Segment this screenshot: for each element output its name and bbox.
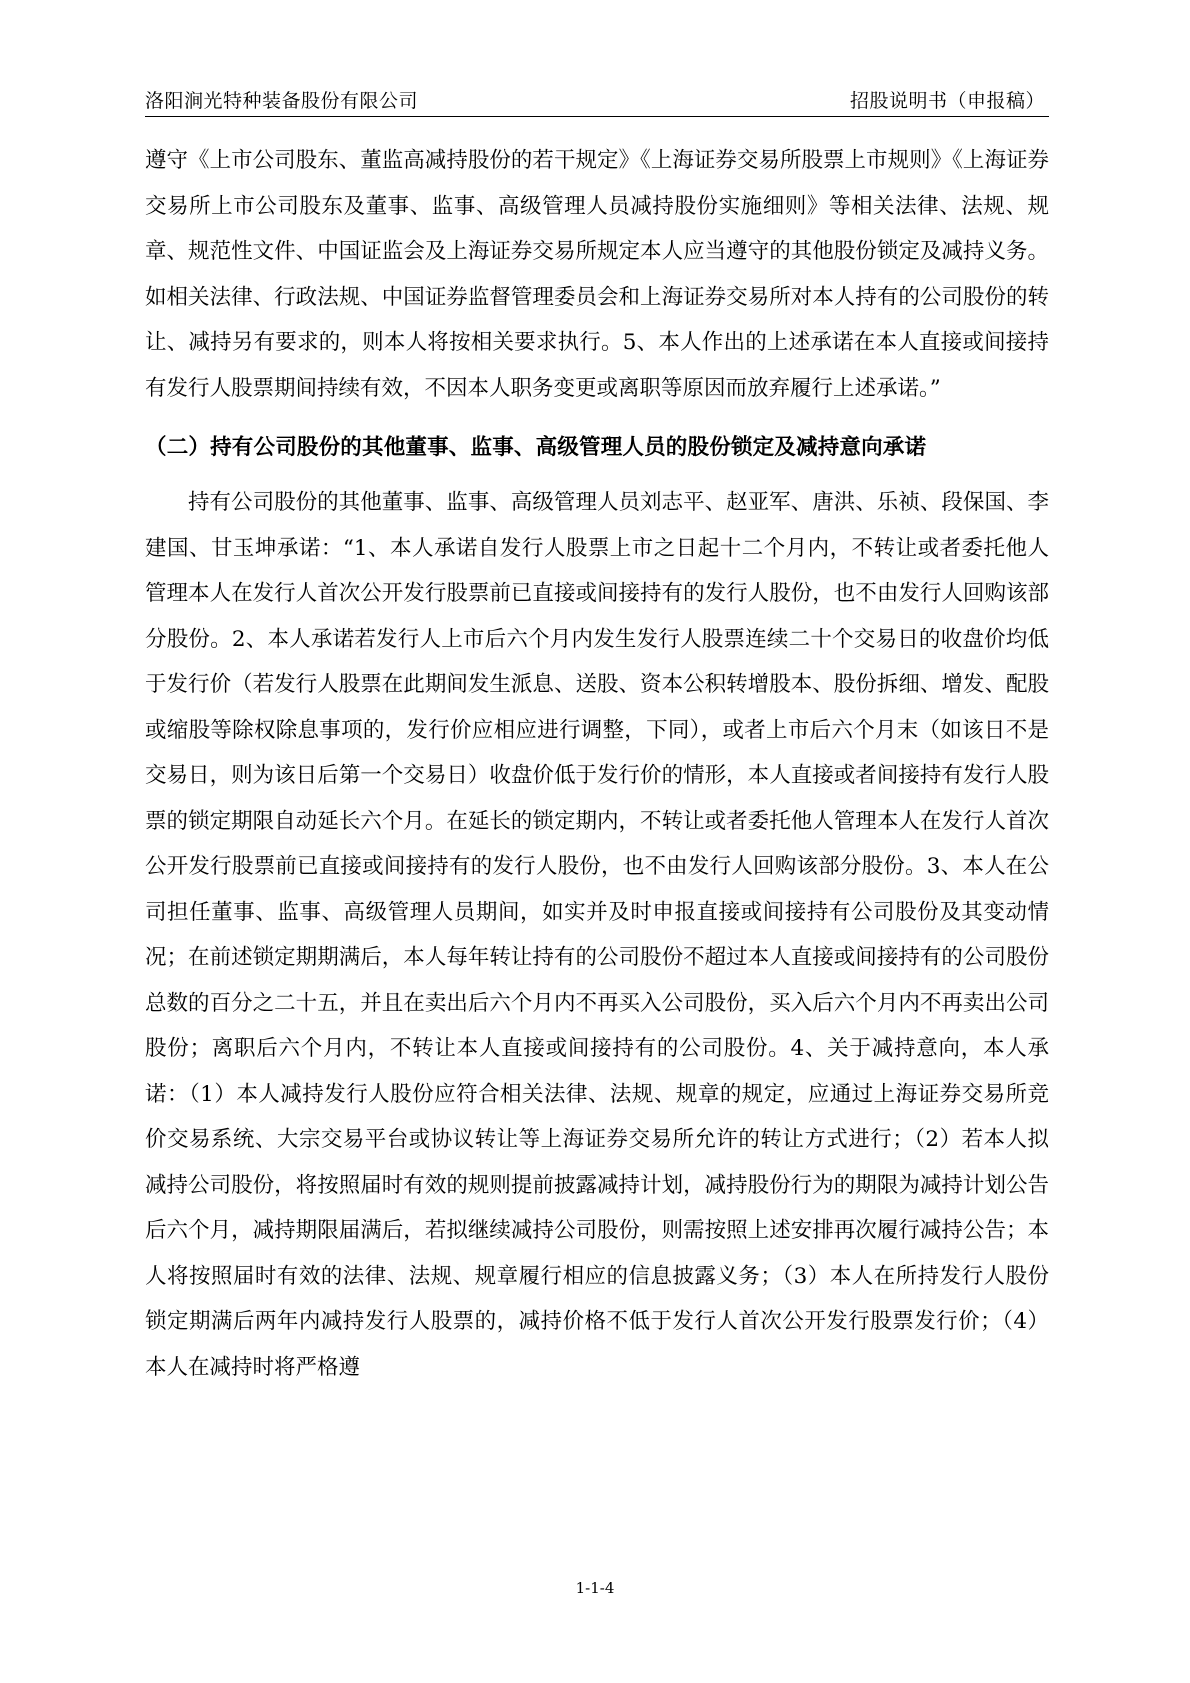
continued-paragraph: 遵守《上市公司股东、董监高减持股份的若干规定》《上海证券交易所股票上市规则》《上海证券交易所上市公司股东及董事、监事、高级管理人员减持股份实施细则》等相关法律、法规、规章、规范性文件、中国证监会及上海证券交易所规定本人应当遵守的其他股份锁定及减持义务。如相关法律、行政法规、中国证券监督管理委员会和上海证券交易所对本人持有的公司股份的转让、减持另有要求的，则本人将按相关要求执行。5、本人作出的上述承诺在本人直接或间接持有发行人股票期间持续有效，不因本人职务变更或离职等原因而放弃履行上述承诺。” (145, 148, 1049, 401)
commitment-paragraph: 持有公司股份的其他董事、监事、高级管理人员刘志平、赵亚军、唐洪、乐祯、段保国、李建国、甘玉坤承诺：“1、本人承诺自发行人股票上市之日起十二个月内，不转让或者委托他人管理本人在发行人首次公开发行股票前已直接或间接持有的发行人股份，也不由发行人回购该部分股份。2、本人承诺若发行人上市后六个月内发生发行人股票连续二十个交易日的收盘价均低于发行价（若发行人股票在此期间发生派息、送股、资本公积转增股本、股份拆细、增发、配股或缩股等除权除息事项的，发行价应相应进行调整，下同），或者上市后六个月末（如该日不是交易日，则为该日后第一个交易日）收盘价低于发行价的情形，本人直接或者间接持有发行人股票的锁定期限自动延长六个月。在延长的锁定期内，不转让或者委托他人管理本人在发行人首次公开发行股票前已直接或间接持有的发行人股份，也不由发行人回购该部分股份。3、本人在公司担任董事、监事、高级管理人员期间，如实并及时申报直接或间接持有公司股份及其变动情况；在前述锁定期期满后，本人每年转让持有的公司股份不超过本人直接或间接持有的公司股份总数的百分之二十五，并且在卖出后六个月内不再买入公司股份，买入后六个月内不再卖出公司股份；离职后六个月内，不转让本人直接或间接持有的公司股份。4、关于减持意向，本人承诺：（1）本人减持发行人股份应符合相关法律、法规、规章的规定，应通过上海证券交易所竞价交易系统、大宗交易平台或协议转让等上海证券交易所允许的转让方式进行；（2）若本人拟减持公司股份，将按照届时有效的规则提前披露减持计划，减持股份行为的期限为减持计划公告后六个月，减持期限届满后，若拟继续减持公司股份，则需按照上述安排再次履行减持公告；本人将按照届时有效的法律、法规、规章履行相应的信息披露义务；（3）本人在所持发行人股份锁定期满后两年内减持发行人股票的，减持价格不低于发行人首次公开发行股票发行价；（4）本人在减持时将严格遵 (145, 490, 1049, 1380)
section-heading: （二）持有公司股份的其他董事、监事、高级管理人员的股份锁定及减持意向承诺 (145, 435, 927, 460)
page-header (145, 84, 1049, 117)
page-content (145, 138, 1049, 1390)
company-name: 洛阳涧光特种装备股份有限公司 (145, 90, 419, 112)
page-number: 1-1-4 (575, 1579, 615, 1597)
document-type: 招股说明书（申报稿） (849, 90, 1045, 112)
